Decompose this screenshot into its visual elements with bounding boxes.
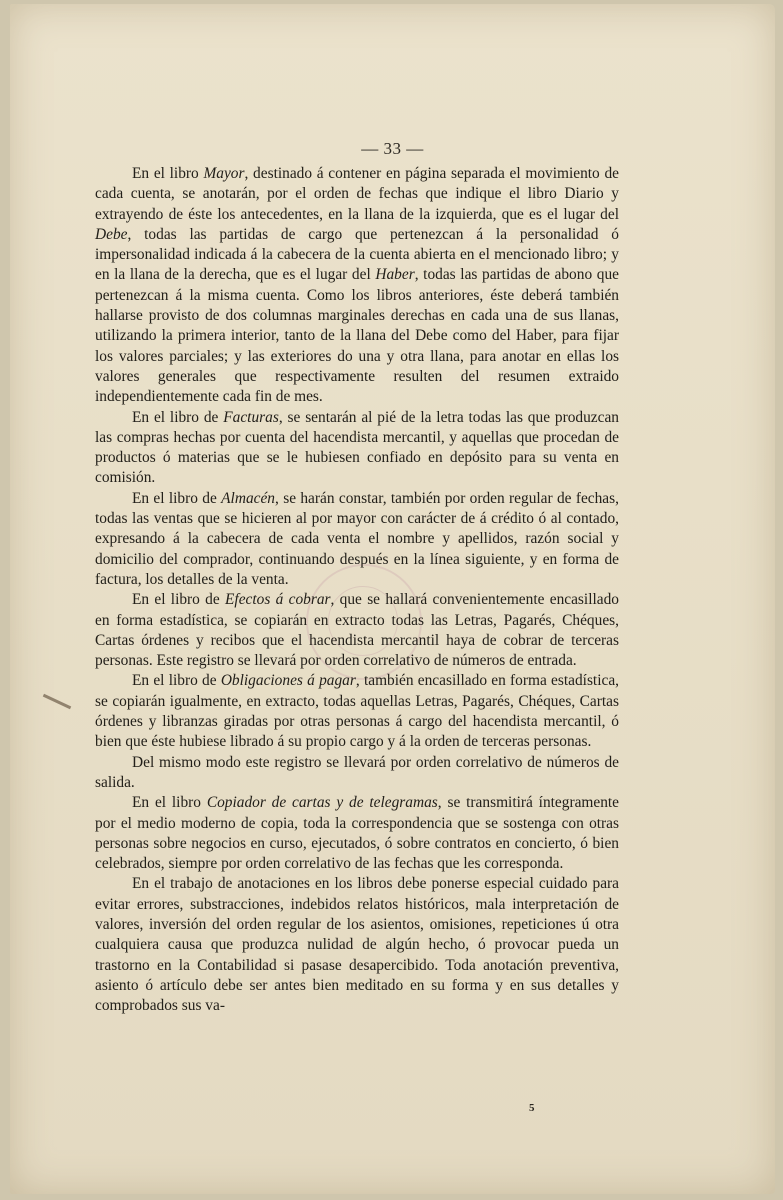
paragraph — [95, 164, 619, 408]
text-run: , que se hallará convenientemente encasillado en forma estadística, se copiarán en extracto todas las Letras, Pagarés, Chéques, Cartas órdenes y recibos que el hacendista mercantil haya de cobrar de terceras personas. Este registro se llevará por orden correlativo de números de entrada. — [95, 591, 619, 670]
text-run: En el libro — [132, 165, 204, 182]
paragraph — [95, 874, 619, 1016]
paragraph — [95, 408, 619, 489]
text-run: , también encasillado en forma estadística, se copiarán igualmente, en extracto, todas aquellas Letras, Pagarés, Chéques, Cartas órdenes y libranzas giradas por otras personas á cargo del hacendista mercantil, ó bien que éste hubiese librado á su propio cargo y á la orden de terceras personas. — [95, 672, 619, 751]
body-text — [95, 164, 619, 1016]
text-run: En el libro de — [132, 408, 224, 426]
paragraph — [95, 753, 619, 794]
signature-mark: 5 — [529, 1102, 535, 1114]
paragraph — [95, 793, 619, 874]
text-run: , se harán constar, también por orden regular de fechas, todas las ventas que se hicieren al por mayor con carácter de á crédito ó al contado, expresando á la cabecera de cada venta el nombre y apellidos, razón social y domicilio del comprador, continuando después en la línea siguiente, y en forma de factura, los detalles de la venta. — [95, 489, 619, 588]
paragraph — [95, 489, 619, 590]
text-run: Del mismo modo este registro se llevará por orden correlativo de números de salida. — [95, 753, 619, 791]
italic-term: Obligaciones á pagar — [220, 672, 356, 690]
text-run: , se sentarán al pié de la letra todas las que produzcan las compras hechas por cuenta del hacendista mercantil, y aquellas que procedan de productos ó materias que se le hubiesen confiado en depósito para su venta en comisión. — [95, 408, 619, 487]
text-run: En el trabajo de anotaciones en los libros debe ponerse especial cuidado para evitar errores, substracciones, indebidos relatos históricos, mala interpretación de valores, inversión del orden regular de los asientos, omisiones, repeticiones ú otra cualquiera causa que produzca nulidad de algún hecho, ó provocar pueda un trastorno en la Contabilidad si pasase desapercibido. Toda anotación preventiva, asiento ó artículo debe ser antes bien meditado en su forma y en sus detalles y comprobados sus va- — [95, 875, 619, 1015]
italic-term: Debe — [95, 225, 128, 243]
paragraph — [95, 590, 619, 671]
italic-term: Almacén — [221, 489, 276, 507]
page-number: — 33 — — [361, 139, 424, 158]
text-run: , todas las partidas de abono que pertenezcan á la misma cuenta. Como los libros anteriores, éste deberá también hallarse provisto de dos columnas marginales derechas en cada una de sus llanas, utilizando la primera interior, tanto de la llana del Debe como del Haber, para fijar los valores parciales; y las exteriores do una y otra llana, para anotar en ellas los valores generales que respectivamente resulten del resumen extraido independientemente cada fin de mes. — [95, 266, 619, 406]
text-run: En el libro de — [132, 672, 221, 690]
text-run: , todas las partidas de cargo que pertenezcan á la personalidad ó impersonalidad indicada á la cabecera de la cuenta abierta en el mencionado libro; y en la llana de la derecha, que es el lugar del — [95, 225, 619, 284]
italic-term: Haber — [375, 266, 415, 284]
book-page — [10, 4, 775, 1194]
text-run: En el libro — [132, 794, 207, 812]
italic-term: Facturas — [223, 408, 279, 426]
italic-term: Mayor — [203, 165, 245, 182]
margin-pencil-mark — [43, 694, 71, 709]
text-run: En el libro de — [132, 591, 226, 609]
text-run: , destinado á contener en página separada el movimiento de cada cuenta, se anotarán, por el orden de fechas que indique el libro Diario y extrayendo de éste los antecedentes, en la llana de la izquierda, que es el lugar del — [95, 165, 619, 223]
paragraph — [95, 671, 619, 752]
italic-term: Copiador de cartas y de telegramas — [206, 794, 438, 812]
italic-term: Efectos á cobrar — [225, 591, 331, 609]
text-run: En el libro de — [132, 489, 222, 507]
text-run: , se transmitirá íntegramente por el medio moderno de copia, toda la correspondencia que se sostenga con otras personas sobre negocios en curso, ejecutados, ó sobre contratos en concierto, ó bien celebrados, siempre por orden correlativo de las fechas que les corresponda. — [95, 794, 619, 873]
